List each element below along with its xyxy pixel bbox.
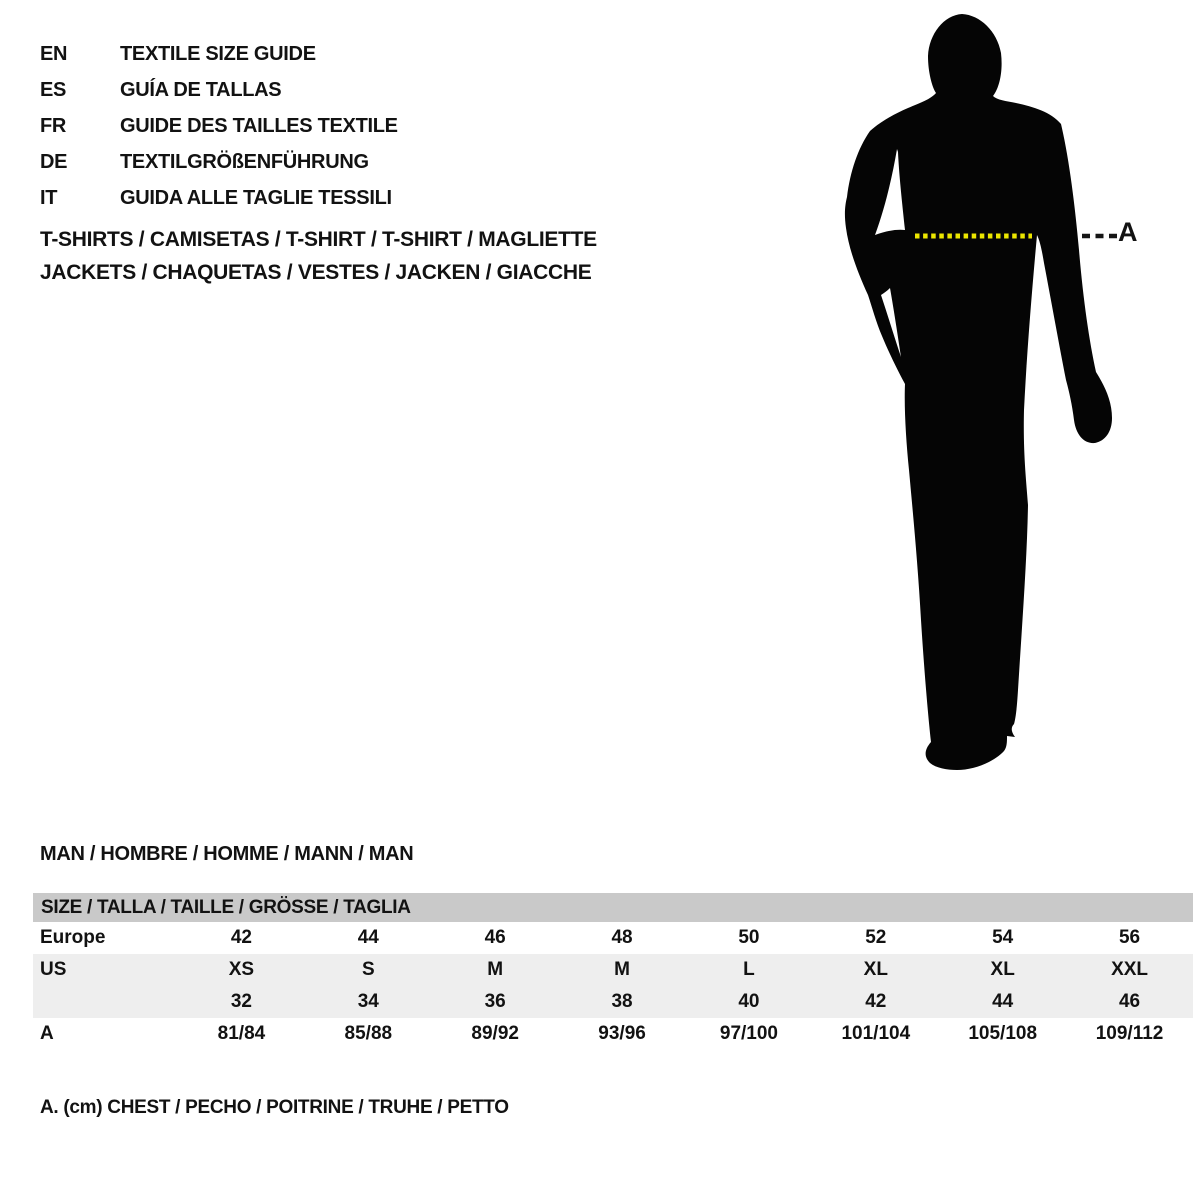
table-cell: 54: [992, 927, 1014, 948]
category-line-jackets: JACKETS / CHAQUETAS / VESTES / JACKEN / GIACCHE: [40, 261, 592, 284]
table-cell: 42: [230, 927, 252, 948]
table-cell: 36: [484, 991, 506, 1012]
table-cell: 40: [738, 991, 760, 1012]
table-cell: M: [487, 959, 504, 980]
row-label-chest-a: A: [40, 1023, 54, 1044]
table-cell: 48: [611, 927, 633, 948]
table-cell: 109/112: [1095, 1023, 1164, 1044]
table-row-us: [33, 954, 1193, 986]
size-table-header-bar: [33, 893, 1193, 922]
size-table-header-label: SIZE / TALLA / TAILLE / GRÖSSE / TAGLIA: [41, 896, 411, 918]
language-title: GUÍA DE TALLAS: [120, 78, 282, 101]
language-row-it: [40, 180, 398, 216]
table-cell: 89/92: [471, 1023, 519, 1044]
man-silhouette: [845, 14, 1112, 770]
table-cell: 105/108: [968, 1023, 1038, 1044]
language-title: TEXTILGRÖßENFÜHRUNG: [120, 150, 369, 173]
table-cell: 97/100: [719, 1023, 778, 1044]
table-cell: 101/104: [841, 1023, 911, 1044]
size-table: [33, 893, 1193, 1050]
row-label-europe: Europe: [40, 927, 106, 948]
table-cell: XS: [228, 959, 255, 980]
language-title-list: [40, 36, 398, 216]
language-row-en: [40, 36, 398, 72]
row-label-us: US: [40, 959, 67, 980]
language-title: GUIDA ALLE TAGLIE TESSILI: [120, 186, 392, 209]
table-cell: 38: [611, 991, 633, 1012]
language-code: ES: [40, 78, 67, 101]
section-heading: MAN / HOMBRE / HOMME / MANN / MAN: [40, 843, 414, 865]
table-cell: 46: [484, 927, 506, 948]
table-row-numeric: [33, 986, 1193, 1018]
category-line-tshirts: T-SHIRTS / CAMISETAS / T-SHIRT / T-SHIRT / MAGLIETTE: [40, 228, 597, 251]
table-cell: 34: [357, 991, 379, 1012]
language-row-de: [40, 144, 398, 180]
man-silhouette-figure: [820, 0, 1200, 800]
table-cell: 46: [1118, 991, 1141, 1012]
garment-categories: [40, 223, 597, 289]
table-cell: 50: [738, 927, 760, 948]
table-cell: 52: [865, 927, 887, 948]
language-title: TEXTILE SIZE GUIDE: [120, 42, 316, 65]
language-code: EN: [40, 42, 68, 65]
measurement-footnote: A. (cm) CHEST / PECHO / POITRINE / TRUHE / PETTO: [40, 1097, 509, 1118]
language-title: GUIDE DES TAILLES TEXTILE: [120, 114, 398, 137]
table-cell: S: [361, 959, 375, 980]
man-silhouette-svg: [820, 0, 1200, 800]
table-cell: 32: [230, 991, 252, 1012]
table-row-europe: [33, 922, 1193, 954]
language-code: FR: [40, 114, 67, 137]
table-cell: XL: [990, 959, 1015, 980]
table-cell: 42: [865, 991, 887, 1012]
language-code: DE: [40, 150, 68, 173]
table-cell: 81/84: [217, 1023, 266, 1044]
language-row-fr: [40, 108, 398, 144]
language-row-es: [40, 72, 398, 108]
table-cell: XXL: [1111, 959, 1149, 980]
table-cell: 85/88: [344, 1023, 393, 1044]
table-cell: XL: [863, 959, 888, 980]
table-cell: L: [743, 959, 755, 980]
table-cell: 44: [357, 927, 379, 948]
table-cell: 93/96: [598, 1023, 646, 1044]
table-cell: 56: [1118, 927, 1141, 948]
table-cell: M: [614, 959, 630, 980]
table-row-chest-a: [33, 1018, 1193, 1050]
measure-label-a: A: [1118, 217, 1138, 247]
language-code: IT: [40, 186, 58, 209]
table-cell: 44: [992, 991, 1014, 1012]
